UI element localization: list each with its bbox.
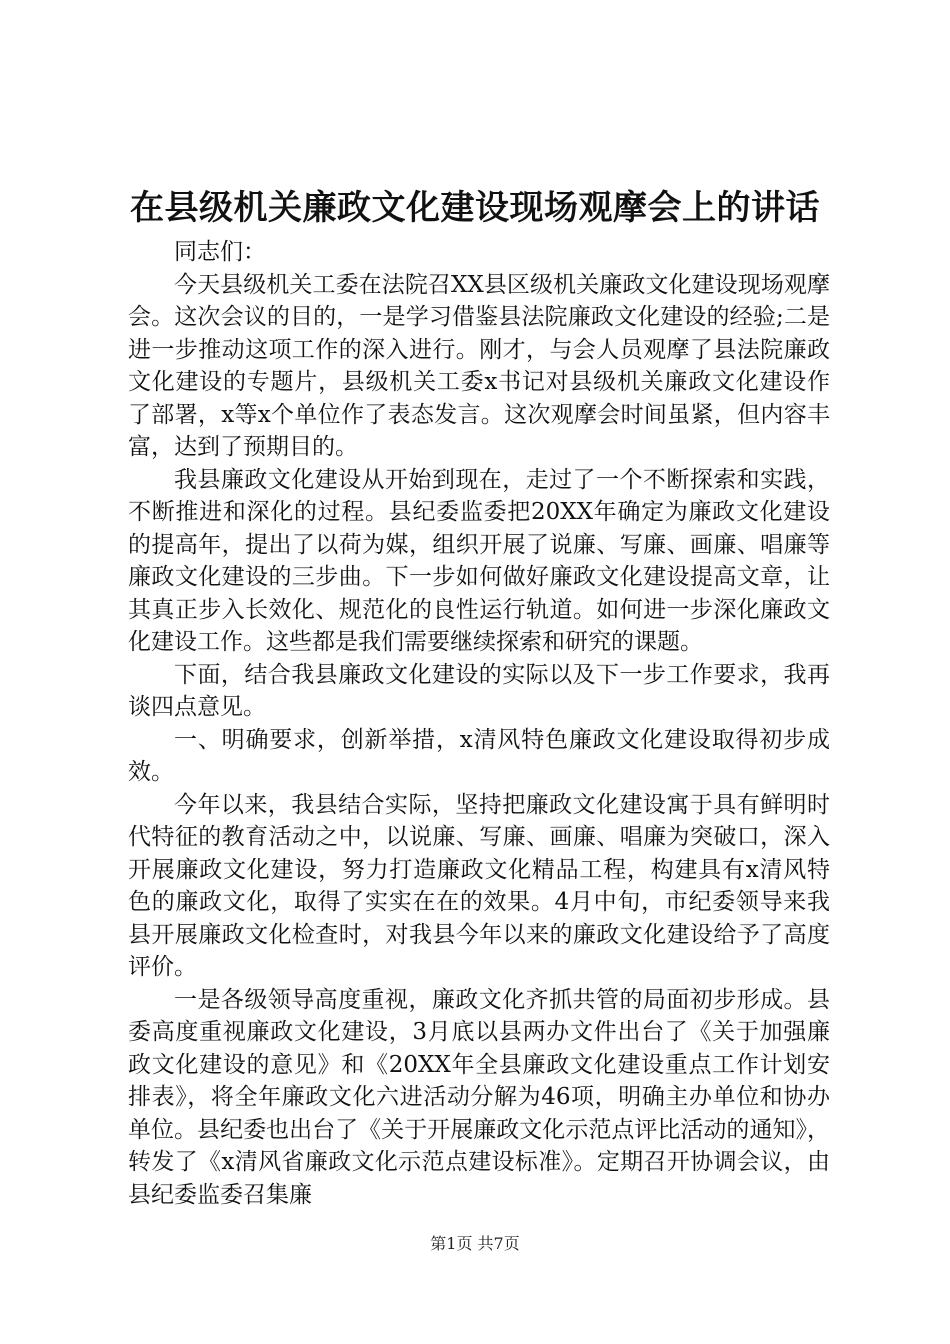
document-title: 在县级机关廉政文化建设现场观摩会上的讲话 [130, 188, 820, 228]
salutation: 同志们： [174, 239, 266, 265]
page-number-footer: 第1页 共7页 [430, 1234, 520, 1253]
paragraph: 今天县级机关工委在法院召XX县区级机关廉政文化建设现场观摩会。这次会议的目的，一是学习借鉴县法院廉政文化建设的经验;二是进一步推动这项工作的深入进行。刚才，与会人员观摩了县法院廉政文化建设的专题片，县级机关工委x书记对县级机关廉政文化建设作了部署，x等x个单位作了表态发言。这次观摩会时间虽紧，但内容丰富，达到了预期目的。 [128, 271, 830, 460]
document-body [128, 236, 830, 1211]
paragraph: 今年以来，我县结合实际，坚持把廉政文化建设寓于具有鲜明时代特征的教育活动之中，以说廉、写廉、画廉、唱廉为突破口，深入开展廉政文化建设，努力打造廉政文化精品工程，构建具有x清风特色的廉政文化，取得了实实在在的效果。4月中旬，市纪委领导来我县开展廉政文化检查时，对我县今年以来的廉政文化建设给予了高度评价。 [128, 791, 830, 980]
paragraph: 我县廉政文化建设从开始到现在，走过了一个不断探索和实践，不断推进和深化的过程。县纪委监委把20XX年确定为廉政文化建设的提高年，提出了以荷为媒，组织开展了说廉、写廉、画廉、唱廉等廉政文化建设的三步曲。下一步如何做好廉政文化建设提高文章，让其真正步入长效化、规范化的良性运行轨道。如何进一步深化廉政文化建设工作。这些都是我们需要继续探索和研究的课题。 [128, 466, 830, 655]
paragraph: 一是各级领导高度重视，廉政文化齐抓共管的局面初步形成。县委高度重视廉政文化建设，3月底以县两办文件出台了《关于加强廉政文化建设的意见》和《20XX年全县廉政文化建设重点工作计划安排表》，将全年廉政文化六进活动分解为46项，明确主办单位和协办单位。县纪委也出台了《关于开展廉政文化示范点评比活动的通知》，转发了《x清风省廉政文化示范点建设标准》。定期召开协调会议，由县纪委监委召集廉 [128, 986, 830, 1208]
paragraph: 下面，结合我县廉政文化建设的实际以及下一步工作要求，我再谈四点意见。 [128, 661, 830, 720]
section-heading: 一、明确要求，创新举措，x清风特色廉政文化建设取得初步成效。 [128, 726, 830, 785]
